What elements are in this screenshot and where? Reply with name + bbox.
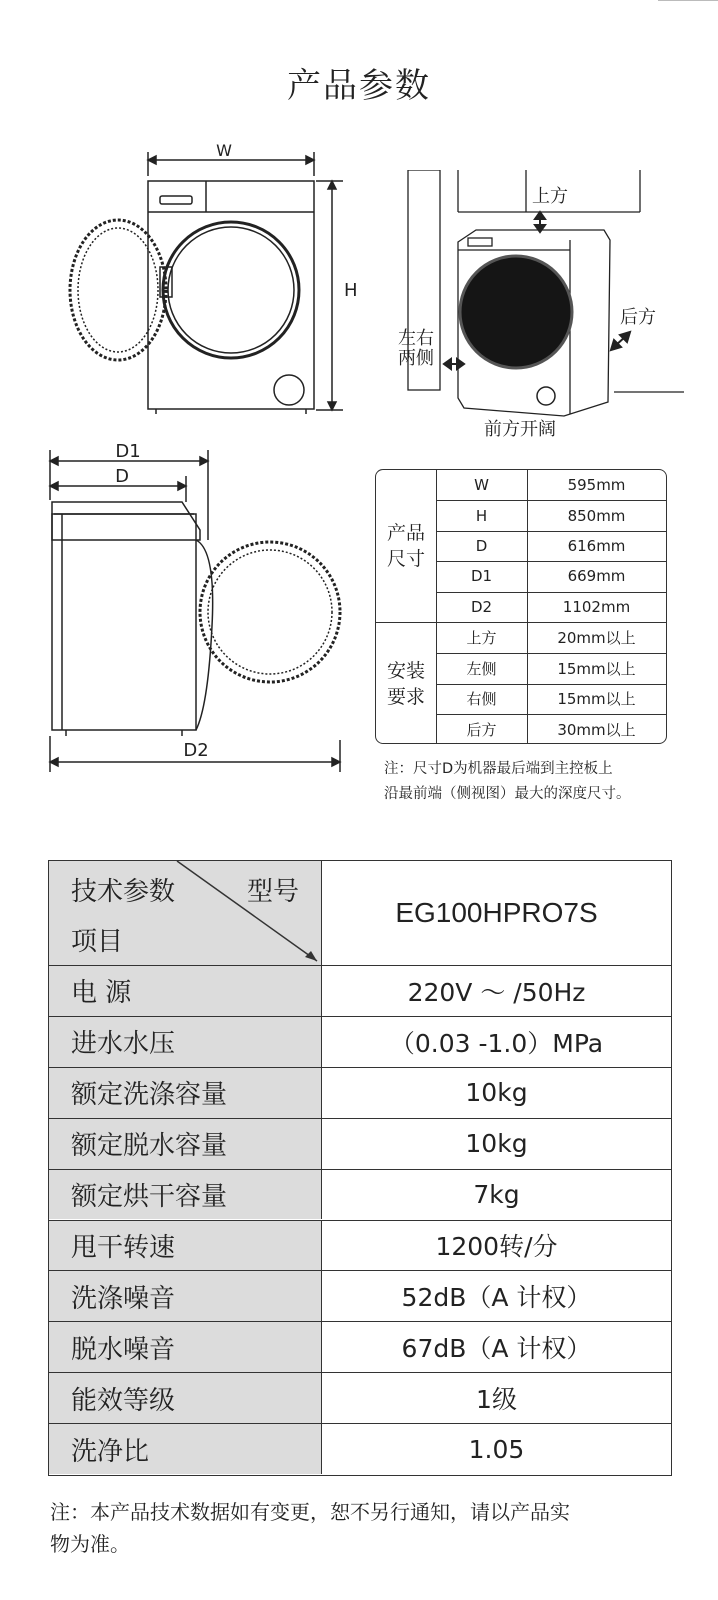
dimension-value: 15mm以上 xyxy=(557,690,636,709)
header-corner-cell xyxy=(49,861,322,965)
model-number: EG100HPRO7S xyxy=(395,897,598,928)
spec-row xyxy=(49,1118,671,1169)
spec-label: 脱水噪音 xyxy=(49,1322,322,1372)
header-tech-params: 技术参数 xyxy=(71,877,176,907)
spec-row xyxy=(49,1016,671,1067)
spec-value: 1.05 xyxy=(468,1434,525,1464)
group-product-size: 产品 尺寸 xyxy=(386,522,425,570)
side-view-diagram xyxy=(40,440,360,780)
spec-label: 额定烘干容量 xyxy=(49,1170,322,1220)
spec-label: 进水水压 xyxy=(49,1017,322,1067)
spec-row xyxy=(49,1423,671,1474)
dimension-note: 注：尺寸D为机器最后端到主控板上 沿最前端（侧视图）最大的深度尺寸。 xyxy=(384,761,631,802)
spec-row xyxy=(49,1270,671,1321)
d2-label: D2 xyxy=(183,740,209,761)
spec-row xyxy=(49,1067,671,1118)
dimension-key: 左侧 xyxy=(466,659,497,678)
spec-label: 洗涤噪音 xyxy=(49,1271,322,1321)
dimension-table xyxy=(375,469,667,744)
dimension-value: 30mm以上 xyxy=(557,721,636,740)
dimension-value: 20mm以上 xyxy=(557,628,636,647)
spec-label: 甩干转速 xyxy=(49,1221,322,1271)
spec-label: 额定洗涤容量 xyxy=(49,1068,322,1118)
spec-row xyxy=(49,1321,671,1372)
spec-value: （0.03 -1.0）MPa xyxy=(389,1028,604,1058)
width-label: W xyxy=(216,141,232,160)
sides-label-line2: 两侧 xyxy=(398,348,434,369)
spec-label: 电 源 xyxy=(49,966,322,1016)
dimension-value: 595mm xyxy=(567,476,626,495)
d-label: D xyxy=(115,466,129,487)
installation-diagram xyxy=(394,170,694,445)
dimension-value: 1102mm xyxy=(562,597,631,616)
dimension-key: 上方 xyxy=(466,628,497,647)
dimension-value: 850mm xyxy=(567,506,626,525)
page-title: 产品参数 xyxy=(287,66,431,106)
dimension-value: 15mm以上 xyxy=(557,659,636,678)
dimension-key: 后方 xyxy=(466,721,497,740)
dimension-key: 右侧 xyxy=(466,690,497,709)
sides-label-line1: 左右 xyxy=(398,328,434,349)
height-label: H xyxy=(344,280,358,301)
spec-row xyxy=(49,1372,671,1423)
rear-clearance-label: 后方 xyxy=(620,307,656,328)
spec-label: 能效等级 xyxy=(49,1373,322,1423)
dimension-key: D1 xyxy=(470,567,493,586)
spec-label: 额定脱水容量 xyxy=(49,1119,322,1169)
corner-divider xyxy=(658,0,718,1)
front-view-diagram xyxy=(60,140,380,430)
spec-value: 10kg xyxy=(465,1129,528,1159)
spec-value: 67dB（A 计权） xyxy=(401,1334,592,1364)
spec-header xyxy=(49,861,671,965)
spec-row xyxy=(49,1169,671,1220)
spec-value: 1级 xyxy=(476,1385,517,1415)
spec-row xyxy=(49,965,671,1016)
spec-value: 1200转/分 xyxy=(435,1232,558,1262)
dimension-value: 616mm xyxy=(567,536,626,555)
spec-row xyxy=(49,1220,671,1271)
spec-value: 52dB（A 计权） xyxy=(401,1283,592,1313)
header-item-label: 项目 xyxy=(71,927,124,957)
spec-table xyxy=(48,860,672,1476)
header-model-label: 型号 xyxy=(247,877,300,907)
footer-note: 注：本产品技术数据如有变更，恕不另行通知，请以产品实 物为准。 xyxy=(50,1500,570,1556)
group-install-requirements: 安装 要求 xyxy=(386,659,425,708)
d1-label: D1 xyxy=(115,441,141,462)
top-clearance-label: 上方 xyxy=(532,186,568,207)
spec-value: 7kg xyxy=(473,1180,520,1210)
dimension-key: D xyxy=(475,536,488,555)
front-clearance-label: 前方开阔 xyxy=(484,419,556,440)
dimension-value: 669mm xyxy=(567,567,626,586)
dimension-key: H xyxy=(475,506,488,525)
dimension-key: W xyxy=(474,476,489,495)
spec-value: 220V ～ /50Hz xyxy=(407,977,586,1007)
dimension-key: D2 xyxy=(470,597,493,616)
spec-label: 洗净比 xyxy=(49,1424,322,1474)
spec-value: 10kg xyxy=(465,1078,528,1108)
